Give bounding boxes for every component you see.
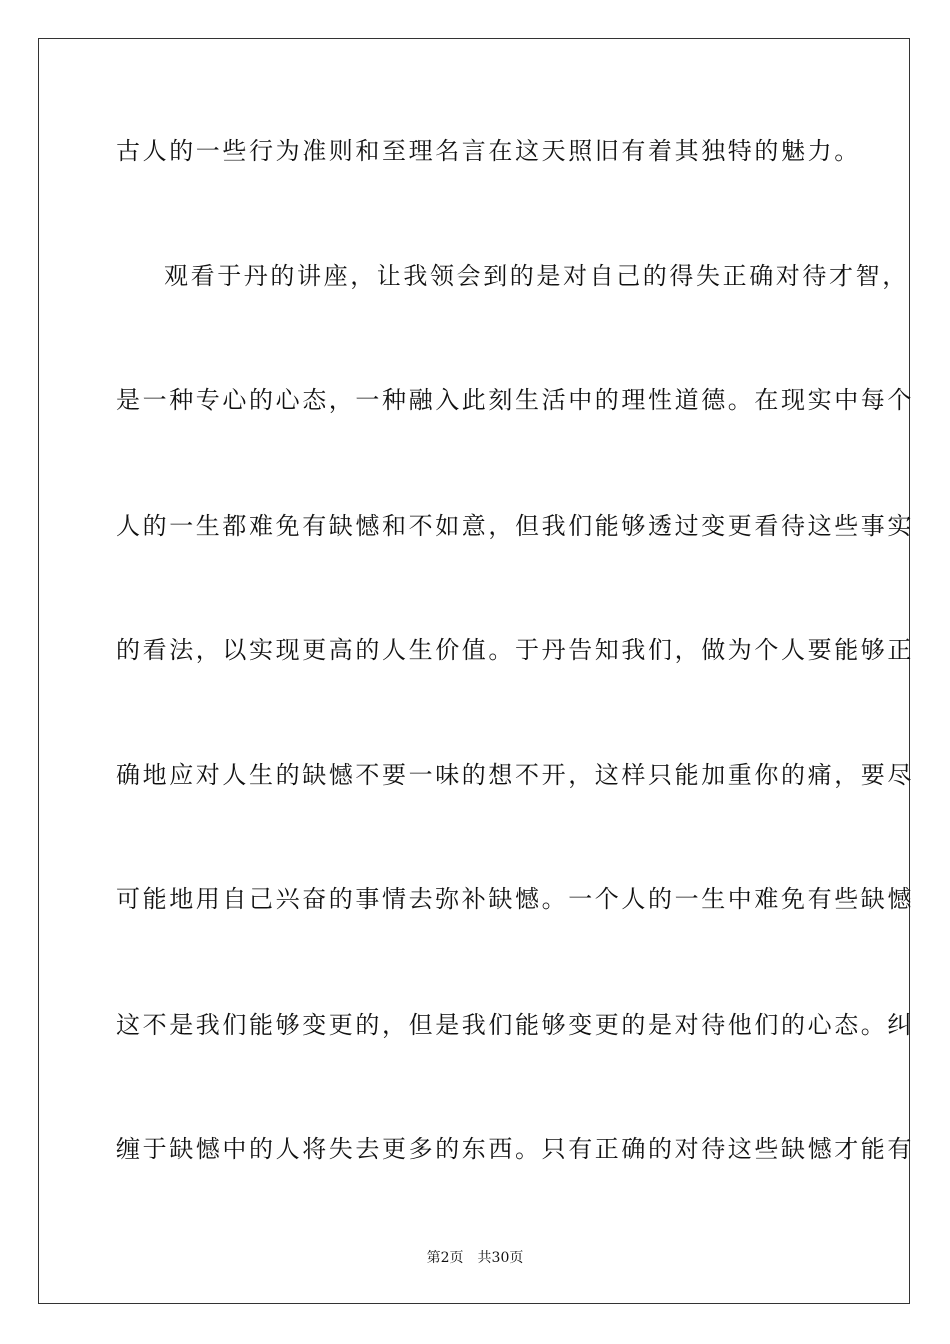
body-text-line: 确地应对人生的缺憾不要一味的想不开，这样只能加重你的痛，要尽: [116, 761, 914, 789]
body-text-line: 这不是我们能够变更的，但是我们能够变更的是对待他们的心态。纠: [116, 1011, 914, 1039]
body-text-line: 的看法，以实现更高的人生价值。于丹告知我们，做为个人要能够正: [116, 636, 914, 664]
body-text-line: 观看于丹的讲座，让我领会到的是对自己的得失正确对待才智，: [164, 262, 909, 290]
body-text-line: 古人的一些行为准则和至理名言在这天照旧有着其独特的魅力。: [116, 137, 861, 165]
page-total: 共30页: [477, 1250, 524, 1266]
page-footer: [0, 1249, 950, 1267]
page-border: [38, 38, 914, 1304]
page-number: 第2页: [426, 1250, 464, 1266]
body-text-line: 是一种专心的心态，一种融入此刻生活中的理性道德。在现实中每个: [116, 386, 914, 414]
body-text-line: 缠于缺憾中的人将失去更多的东西。只有正确的对待这些缺憾才能有: [116, 1135, 914, 1163]
body-text-line: 人的一生都难免有缺憾和不如意，但我们能够透过变更看待这些事实: [116, 512, 914, 540]
body-text-line: 可能地用自己兴奋的事情去弥补缺憾。一个人的一生中难免有些缺憾: [116, 885, 914, 913]
